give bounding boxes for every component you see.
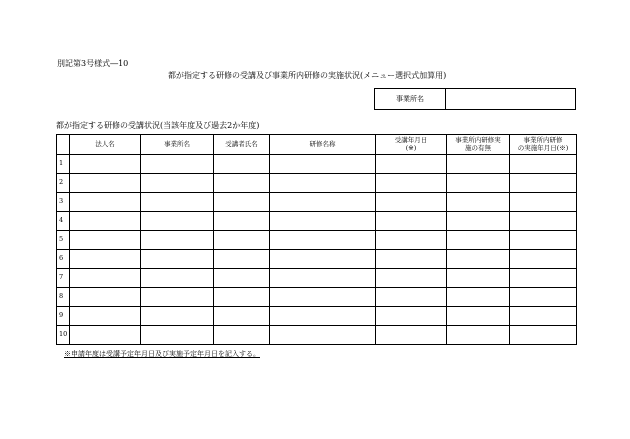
corporation-cell[interactable] [70, 174, 141, 193]
corporation-cell[interactable] [70, 326, 141, 345]
table-row [57, 269, 577, 288]
inhouse-training-cell[interactable] [447, 174, 510, 193]
office-cell[interactable] [141, 155, 214, 174]
office-cell[interactable] [141, 326, 214, 345]
training-name-cell[interactable] [270, 288, 376, 307]
office-cell[interactable] [141, 193, 214, 212]
col-header-attendee: 受講者氏名 [214, 135, 270, 155]
corporation-cell[interactable] [70, 231, 141, 250]
col-header-number [57, 135, 70, 155]
table-row [57, 193, 577, 212]
attendance-date-cell[interactable] [376, 155, 447, 174]
row-number: 10 [57, 326, 70, 345]
row-number: 8 [57, 288, 70, 307]
corporation-cell[interactable] [70, 307, 141, 326]
row-number: 6 [57, 250, 70, 269]
office-name-box [374, 88, 576, 110]
attendee-cell[interactable] [214, 155, 270, 174]
inhouse-date-cell[interactable] [510, 212, 577, 231]
inhouse-training-cell[interactable] [447, 250, 510, 269]
training-name-cell[interactable] [270, 307, 376, 326]
col-header-office: 事業所名 [141, 135, 214, 155]
inhouse-date-cell[interactable] [510, 326, 577, 345]
attendee-cell[interactable] [214, 288, 270, 307]
office-cell[interactable] [141, 288, 214, 307]
inhouse-date-cell[interactable] [510, 307, 577, 326]
inhouse-training-cell[interactable] [447, 193, 510, 212]
attendance-date-cell[interactable] [376, 250, 447, 269]
corporation-cell[interactable] [70, 193, 141, 212]
attendee-cell[interactable] [214, 193, 270, 212]
inhouse-date-cell[interactable] [510, 193, 577, 212]
attendee-cell[interactable] [214, 174, 270, 193]
row-number: 9 [57, 307, 70, 326]
section-title: 都が指定する研修の受講状況(当該年度及び過去2か年度) [56, 121, 260, 130]
office-cell[interactable] [141, 250, 214, 269]
office-cell[interactable] [141, 212, 214, 231]
footnote: ※申請年度は受講予定年月日及び実施予定年月日を記入する。 [64, 350, 260, 358]
inhouse-training-cell[interactable] [447, 231, 510, 250]
corporation-cell[interactable] [70, 269, 141, 288]
office-cell[interactable] [141, 174, 214, 193]
col-header-inhouse-date: 事業所内研修 の実施年月日(※) [510, 135, 577, 155]
table-row [57, 174, 577, 193]
attendance-date-cell[interactable] [376, 174, 447, 193]
attendance-date-cell[interactable] [376, 269, 447, 288]
attendee-cell[interactable] [214, 269, 270, 288]
col-header-training-name: 研修名称 [270, 135, 376, 155]
training-name-cell[interactable] [270, 326, 376, 345]
table-row [57, 288, 577, 307]
training-name-cell[interactable] [270, 250, 376, 269]
attendance-date-cell[interactable] [376, 193, 447, 212]
corporation-cell[interactable] [70, 212, 141, 231]
office-name-label: 事業所名 [375, 89, 446, 109]
col-header-inhouse-training: 事業所内研修実 施の有無 [447, 135, 510, 155]
col-header-corporation: 法人名 [70, 135, 141, 155]
attendee-cell[interactable] [214, 212, 270, 231]
attendance-date-cell[interactable] [376, 231, 447, 250]
inhouse-date-cell[interactable] [510, 288, 577, 307]
row-number: 3 [57, 193, 70, 212]
corporation-cell[interactable] [70, 250, 141, 269]
attendee-cell[interactable] [214, 307, 270, 326]
corporation-cell[interactable] [70, 155, 141, 174]
office-name-field[interactable] [446, 89, 575, 109]
table-row [57, 250, 577, 269]
training-name-cell[interactable] [270, 193, 376, 212]
table-row [57, 155, 577, 174]
office-cell[interactable] [141, 231, 214, 250]
inhouse-training-cell[interactable] [447, 326, 510, 345]
training-name-cell[interactable] [270, 174, 376, 193]
attendee-cell[interactable] [214, 250, 270, 269]
attendee-cell[interactable] [214, 326, 270, 345]
inhouse-training-cell[interactable] [447, 307, 510, 326]
training-table [56, 134, 577, 345]
inhouse-date-cell[interactable] [510, 231, 577, 250]
row-number: 4 [57, 212, 70, 231]
row-number: 2 [57, 174, 70, 193]
col-header-attendance-date: 受講年月日 (※) [376, 135, 447, 155]
table-row [57, 326, 577, 345]
inhouse-date-cell[interactable] [510, 269, 577, 288]
form-number: 別記第3号様式―10 [57, 59, 129, 68]
inhouse-training-cell[interactable] [447, 288, 510, 307]
table-row [57, 231, 577, 250]
attendance-date-cell[interactable] [376, 326, 447, 345]
table-header-row [57, 135, 577, 155]
row-number: 1 [57, 155, 70, 174]
attendance-date-cell[interactable] [376, 307, 447, 326]
attendance-date-cell[interactable] [376, 288, 447, 307]
training-name-cell[interactable] [270, 269, 376, 288]
row-number: 5 [57, 231, 70, 250]
table-row [57, 307, 577, 326]
attendee-cell[interactable] [214, 231, 270, 250]
inhouse-training-cell[interactable] [447, 155, 510, 174]
training-name-cell[interactable] [270, 231, 376, 250]
office-cell[interactable] [141, 269, 214, 288]
inhouse-training-cell[interactable] [447, 269, 510, 288]
training-name-cell[interactable] [270, 155, 376, 174]
row-number: 7 [57, 269, 70, 288]
inhouse-date-cell[interactable] [510, 155, 577, 174]
attendance-date-cell[interactable] [376, 212, 447, 231]
inhouse-date-cell[interactable] [510, 250, 577, 269]
corporation-cell[interactable] [70, 288, 141, 307]
inhouse-training-cell[interactable] [447, 212, 510, 231]
document-title: 都が指定する研修の受講及び事業所内研修の実施状況(メニュー選択式加算用) [168, 71, 447, 80]
inhouse-date-cell[interactable] [510, 174, 577, 193]
office-cell[interactable] [141, 307, 214, 326]
table-row [57, 212, 577, 231]
training-name-cell[interactable] [270, 212, 376, 231]
